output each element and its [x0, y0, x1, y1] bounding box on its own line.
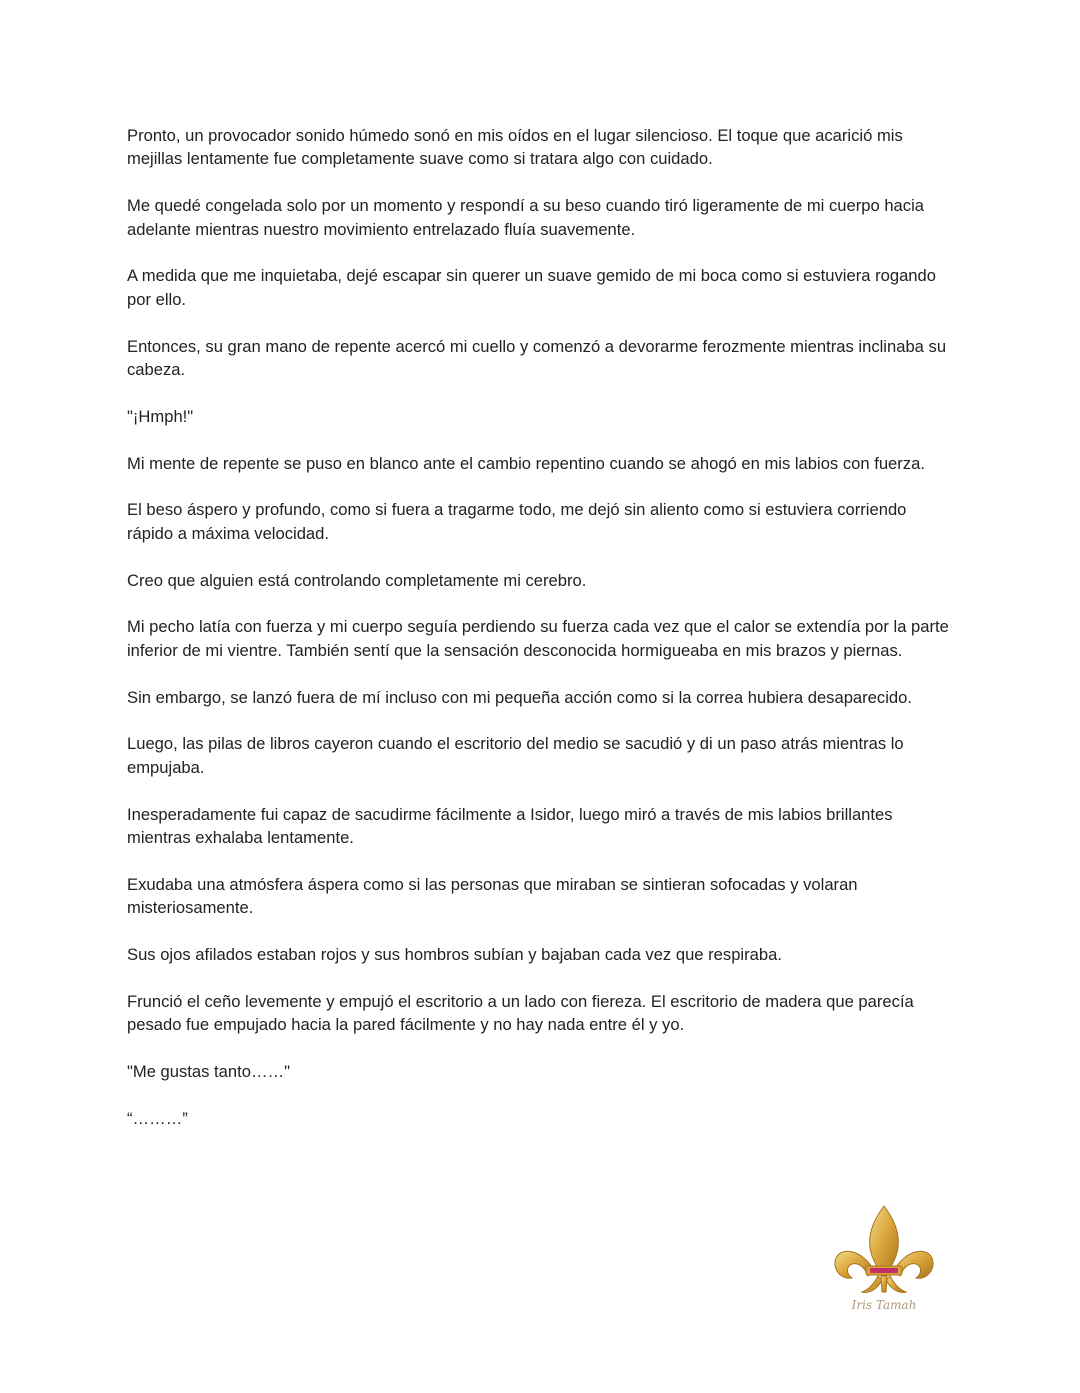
paragraph: "Me gustas tanto……" — [127, 1062, 291, 1082]
watermark-logo — [828, 1200, 940, 1330]
paragraph: El beso áspero y profundo, como si fuera a tragarme todo, me dejó sin aliento como si estuviera corriendo rápido a máxima velocidad. — [127, 500, 907, 543]
paragraph: Sin embargo, se lanzó fuera de mí incluso con mi pequeña acción como si la correa hubiera desaparecido. — [127, 687, 912, 707]
paragraph: Luego, las pilas de libros cayeron cuando el escritorio del medio se sacudió y di un paso atrás mientras lo empujaba. — [127, 734, 904, 777]
paragraph: Inesperadamente fui capaz de sacudirme fácilmente a Isidor, luego miró a través de mis labios brillantes mientras exhalaba lentamente. — [127, 804, 893, 848]
paragraph: Entonces, su gran mano de repente acercó mi cuello y comenzó a devorarme ferozmente mientras inclinaba su cabeza. — [127, 336, 947, 380]
paragraph: Sus ojos afilados estaban rojos y sus hombros subían y bajaban cada vez que respiraba. — [127, 945, 782, 965]
paragraph: Mi mente de repente se puso en blanco ante el cambio repentino cuando se ahogó en mis labios con fuerza. — [127, 453, 925, 473]
signature-text: Iris Tamah — [851, 1298, 917, 1312]
paragraph: “………” — [127, 1108, 188, 1128]
paragraph: Frunció el ceño levemente y empujó el escritorio a un lado con fiereza. El escritorio de madera que parecía pesado fue empujado hacia la pared fácilmente y no hay nada entre él y yo. — [127, 991, 914, 1035]
paragraph: Creo que alguien está controlando completamente mi cerebro. — [127, 570, 587, 590]
paragraph: "¡Hmph!" — [127, 406, 194, 426]
paragraph: Pronto, un provocador sonido húmedo sonó en mis oídos en el lugar silencioso. El toque que acarició mis mejillas lentamente fue completamente suave como si tratara algo con cuidado. — [127, 126, 903, 169]
paragraph: Mi pecho latía con fuerza y mi cuerpo seguía perdiendo su fuerza cada vez que el calor se extendía por la parte inferior de mi vientre. También sentí que la sensación desconocida hormigueaba en mis brazos y piernas. — [127, 617, 949, 660]
paragraph: A medida que me inquietaba, dejé escapar sin querer un suave gemido de mi boca como si estuviera rogando por ello. — [127, 266, 936, 309]
paragraph: Exudaba una atmósfera áspera como si las personas que miraban se sintieran sofocadas y volaran misteriosamente. — [127, 874, 858, 918]
document-body — [127, 124, 957, 1154]
paragraph: Me quedé congelada solo por un momento y respondí a su beso cuando tiró ligeramente de mi cuerpo hacia adelante mientras nuestro movimiento entrelazado fluía suavemente. — [127, 196, 924, 239]
